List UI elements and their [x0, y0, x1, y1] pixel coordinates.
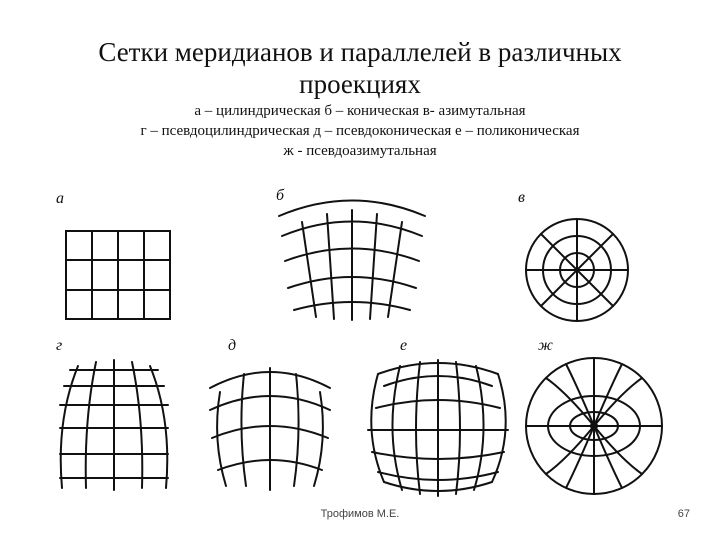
label-v: в [518, 189, 525, 206]
legend-line-1: а – цилиндрическая б – коническая в- азимутальная [194, 103, 526, 119]
label-d: д [228, 337, 237, 354]
label-b: б [276, 187, 285, 204]
legend-line-3: ж - псевдоазимутальная [283, 143, 437, 159]
page-number: 67 [677, 508, 690, 520]
label-g: г [56, 337, 63, 354]
slide-title: Сетки меридианов и параллелей в различных проекциях [98, 37, 622, 99]
label-e: е [400, 337, 408, 354]
label-a: а [56, 190, 64, 207]
footer-author: Трофимов М.Е. [320, 508, 400, 520]
legend-line-2: г – псевдоцилиндрическая д – псевдоконическая е – поликоническая [140, 123, 580, 139]
label-zh: ж [538, 337, 553, 354]
